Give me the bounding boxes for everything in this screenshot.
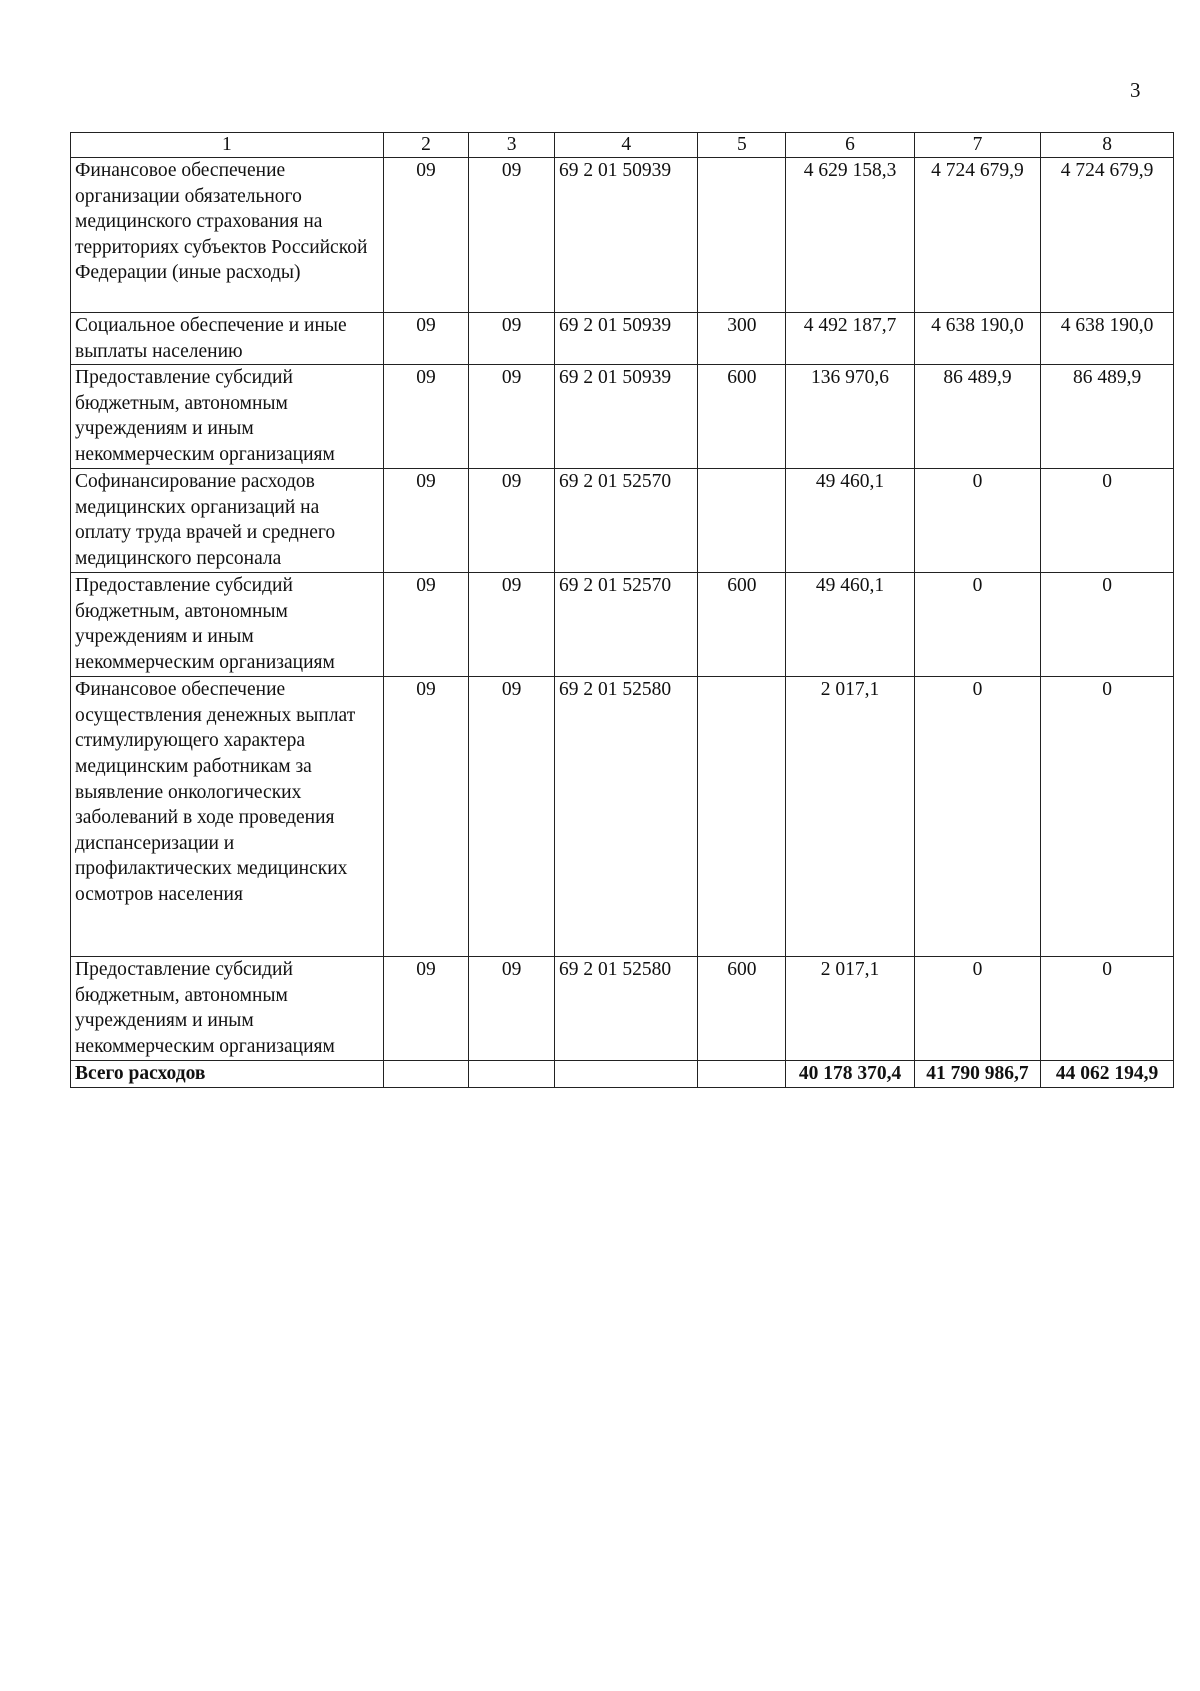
section-code: 09 — [383, 313, 469, 365]
expense-type-code — [698, 158, 786, 313]
amount-col8: 0 — [1041, 573, 1174, 677]
section-code: 09 — [383, 677, 469, 957]
header-cell: 8 — [1041, 133, 1174, 158]
header-cell: 5 — [698, 133, 786, 158]
section-code: 09 — [383, 469, 469, 573]
header-cell: 4 — [555, 133, 698, 158]
amount-col8: 0 — [1041, 677, 1174, 957]
table-row — [71, 365, 1174, 469]
header-cell: 3 — [469, 133, 555, 158]
total-row — [71, 1061, 1174, 1088]
target-article-code: 69 2 01 52580 — [555, 957, 698, 1061]
amount-col7: 86 489,9 — [914, 365, 1040, 469]
amount-col6: 136 970,6 — [786, 365, 915, 469]
amount-col8: 4 638 190,0 — [1041, 313, 1174, 365]
target-article-code: 69 2 01 52580 — [555, 677, 698, 957]
subsection-code: 09 — [469, 365, 555, 469]
table-row — [71, 573, 1174, 677]
target-article-code: 69 2 01 50939 — [555, 365, 698, 469]
amount-col7: 4 724 679,9 — [914, 158, 1040, 313]
expense-type-code: 600 — [698, 957, 786, 1061]
expense-name: Предоставление субсидий бюджетным, автономным учреждениям и иным некоммерческим организациям — [71, 365, 384, 469]
empty-cell — [555, 1061, 698, 1088]
expense-name: Финансовое обеспечение организации обязательного медицинского страхования на территориях субъектов Российской Федерации (иные расходы) — [71, 158, 384, 313]
subsection-code: 09 — [469, 469, 555, 573]
subsection-code: 09 — [469, 677, 555, 957]
section-code: 09 — [383, 957, 469, 1061]
page-number: 3 — [1130, 78, 1141, 102]
header-cell: 7 — [914, 133, 1040, 158]
header-cell: 1 — [71, 133, 384, 158]
subsection-code: 09 — [469, 313, 555, 365]
expense-type-code — [698, 677, 786, 957]
amount-col6: 2 017,1 — [786, 677, 915, 957]
amount-col6: 49 460,1 — [786, 573, 915, 677]
expense-name: Финансовое обеспечение осуществления денежных выплат стимулирующего характера медицинским работникам за выявление онкологических заболеваний в ходе проведения диспансеризации и профилактических медицинских осмотров населения — [71, 677, 384, 957]
section-code: 09 — [383, 365, 469, 469]
amount-col8: 86 489,9 — [1041, 365, 1174, 469]
expense-name: Предоставление субсидий бюджетным, автономным учреждениям и иным некоммерческим организациям — [71, 573, 384, 677]
expense-name: Социальное обеспечение и иные выплаты населению — [71, 313, 384, 365]
target-article-code: 69 2 01 50939 — [555, 158, 698, 313]
expense-type-code — [698, 469, 786, 573]
amount-col7: 0 — [914, 677, 1040, 957]
amount-col6: 4 492 187,7 — [786, 313, 915, 365]
amount-col7: 0 — [914, 573, 1040, 677]
empty-cell — [383, 1061, 469, 1088]
expense-type-code: 600 — [698, 573, 786, 677]
target-article-code: 69 2 01 52570 — [555, 469, 698, 573]
expense-type-code: 300 — [698, 313, 786, 365]
total-col6: 40 178 370,4 — [786, 1061, 915, 1088]
expense-name: Предоставление субсидий бюджетным, автономным учреждениям и иным некоммерческим организациям — [71, 957, 384, 1061]
total-col8: 44 062 194,9 — [1041, 1061, 1174, 1088]
empty-cell — [698, 1061, 786, 1088]
amount-col8: 0 — [1041, 957, 1174, 1061]
amount-col6: 2 017,1 — [786, 957, 915, 1061]
target-article-code: 69 2 01 50939 — [555, 313, 698, 365]
subsection-code: 09 — [469, 158, 555, 313]
amount-col8: 4 724 679,9 — [1041, 158, 1174, 313]
target-article-code: 69 2 01 52570 — [555, 573, 698, 677]
table-row — [71, 313, 1174, 365]
amount-col7: 0 — [914, 469, 1040, 573]
amount-col7: 0 — [914, 957, 1040, 1061]
expense-type-code: 600 — [698, 365, 786, 469]
amount-col8: 0 — [1041, 469, 1174, 573]
subsection-code: 09 — [469, 573, 555, 677]
expenditure-table — [70, 132, 1174, 1088]
total-label: Всего расходов — [71, 1061, 384, 1088]
total-col7: 41 790 986,7 — [914, 1061, 1040, 1088]
amount-col7: 4 638 190,0 — [914, 313, 1040, 365]
table-row — [71, 677, 1174, 957]
table-header-row — [71, 133, 1174, 158]
amount-col6: 49 460,1 — [786, 469, 915, 573]
table-row — [71, 957, 1174, 1061]
subsection-code: 09 — [469, 957, 555, 1061]
section-code: 09 — [383, 158, 469, 313]
table-row — [71, 158, 1174, 313]
table-row — [71, 469, 1174, 573]
amount-col6: 4 629 158,3 — [786, 158, 915, 313]
expense-name: Софинансирование расходов медицинских организаций на оплату труда врачей и среднего медицинского персонала — [71, 469, 384, 573]
header-cell: 6 — [786, 133, 915, 158]
empty-cell — [469, 1061, 555, 1088]
header-cell: 2 — [383, 133, 469, 158]
section-code: 09 — [383, 573, 469, 677]
